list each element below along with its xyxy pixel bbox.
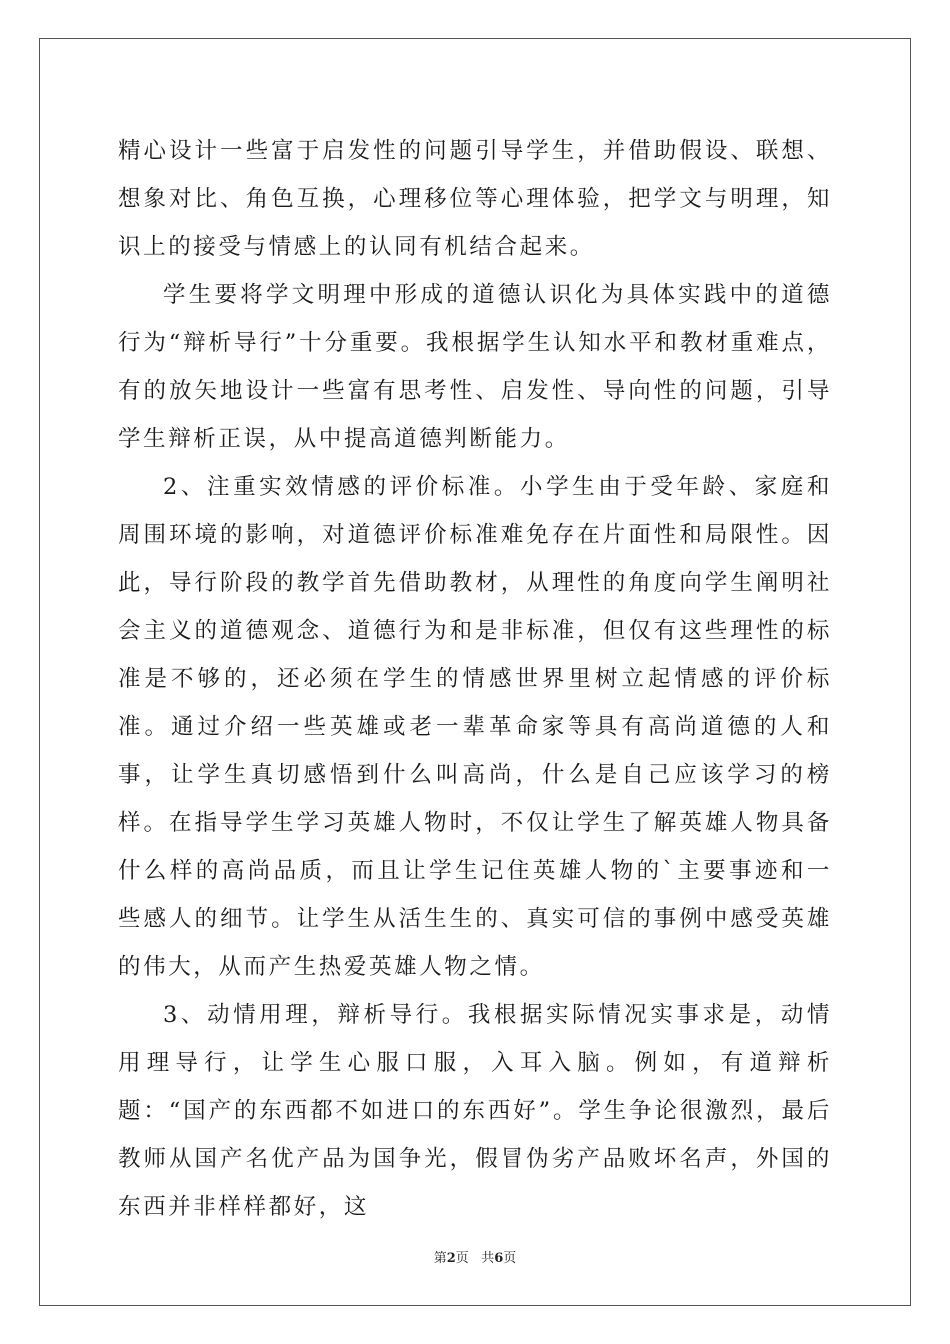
document-body	[118, 127, 832, 1231]
footer-current-page: 2	[446, 1251, 456, 1266]
footer-total-suffix: 页	[503, 1251, 517, 1266]
paragraph-4: 3、动情用理，辩析导行。我根据实际情况实事求是，动情用理导行，让学生心服口服，入耳入脑。例如，有道辩析题：“国产的东西都不如进口的东西好”。学生争论很激烈，最后教师从国产名优产品为国争光，假冒伪劣产品败坏名声，外国的东西并非样样都好，这	[118, 1002, 832, 1220]
paragraph-1: 精心设计一些富于启发性的问题引导学生，并借助假设、联想、想象对比、角色互换，心理移位等心理体验，把学文与明理，知识上的接受与情感上的认同有机结合起来。	[118, 138, 832, 260]
footer-prefix: 第	[433, 1251, 447, 1266]
footer-total-pages: 6	[494, 1251, 504, 1266]
footer-page-suffix: 页	[455, 1251, 469, 1266]
footer-total-prefix: 共	[481, 1251, 495, 1266]
paragraph-2: 学生要将学文明理中形成的道德认识化为具体实践中的道德行为“辩析导行”十分重要。我根据学生认知水平和教材重难点，有的放矢地设计一些富有思考性、启发性、导向性的问题，引导学生辩析正误，从中提高道德判断能力。	[118, 282, 832, 452]
page-footer	[0, 1247, 950, 1266]
paragraph-3: 2、注重实效情感的评价标准。小学生由于受年龄、家庭和周围环境的影响，对道德评价标准难免存在片面性和局限性。因此，导行阶段的教学首先借助教材，从理性的角度向学生阐明社会主义的道德观念、道德行为和是非标准，但仅有这些理性的标准是不够的，还必须在学生的情感世界里树立起情感的评价标准。通过介绍一些英雄或老一辈革命家等具有高尚道德的人和事，让学生真切感悟到什么叫高尚，什么是自己应该学习的榜样。在指导学生学习英雄人物时，不仅让学生了解英雄人物具备什么样的高尚品质，而且让学生记住英雄人物的`主要事迹和一些感人的细节。让学生从活生生的、真实可信的事例中感受英雄的伟大，从而产生热爱英雄人物之情。	[118, 474, 832, 980]
